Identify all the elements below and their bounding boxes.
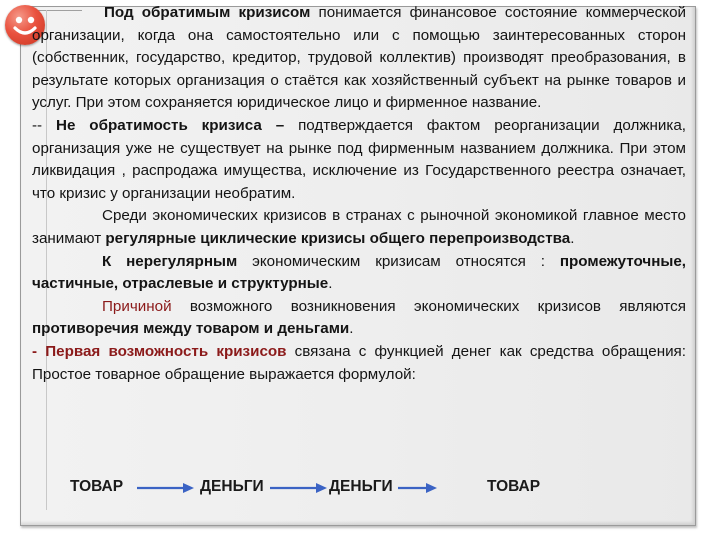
paragraph-text: . (349, 320, 354, 338)
formula-goods-1: ТОВАР (70, 478, 124, 495)
paragraph-text: экономическим кризисам относятся : (237, 252, 560, 270)
right-arrow-icon (398, 480, 438, 496)
paragraph-text: -- (32, 116, 56, 134)
right-arrow-icon (137, 480, 195, 496)
term-regular-crises: регулярные циклические кризисы общего перепроизводства (105, 229, 571, 247)
paragraph-text: . (328, 275, 333, 293)
paragraph-text: связана с функцией денег как средства обращения: Простое товарное обращение выражается формулой: (32, 342, 687, 383)
paragraph (32, 251, 686, 296)
paragraph-text: возможного возникновения экономических кризисов являются (171, 297, 686, 315)
formula-goods-2: ТОВАР (487, 478, 541, 495)
paragraph-text: . (570, 229, 575, 247)
paragraph-text: подтверждается фактом реорганизации должника, организация уже не существует на рынке под фирменным названием должника. При этом ликвидация , распродажа имущества, исключение из Государственного реестра означает, что кризис у организации необратим. (32, 116, 686, 202)
slide-body-text (32, 2, 686, 386)
term-first-possibility: - Первая возможность кризисов (32, 342, 287, 360)
right-arrow-icon (270, 480, 328, 496)
paragraph-text: Среди экономических кризисов в странах с рыночной экономикой главное место занимают (32, 207, 686, 247)
term-irregular: К нерегулярным (102, 252, 238, 270)
formula (0, 474, 720, 504)
paragraph (32, 2, 686, 115)
paragraph (32, 341, 686, 386)
paragraph-text: понимается финансовое состояние коммерческой организации, когда она самостоятельно или с помощью заинтересованных сторон (собственник, государство, кредитор, трудовой коллектив) производят преобразования, в результате которых организация о стаётся как хозяйственный субъект на рынке товаров и услуг. При этом сохраняется юридическое лицо и фирменное название. (32, 4, 686, 112)
paragraph (32, 115, 686, 205)
term-cause: Причиной (102, 297, 172, 315)
paragraph (32, 296, 686, 341)
term-contradictions: противоречия между товаром и деньгами (32, 320, 350, 338)
formula-money-1: ДЕНЬГИ (200, 478, 264, 495)
formula-money-2: ДЕНЬГИ (329, 478, 393, 495)
term-irreversible-crisis: Не обратимость кризиса – (56, 116, 285, 134)
term-reversible-crisis: Под обратимым кризисом (104, 4, 311, 21)
term-irregular-types: промежуточные, частичные, отраслевые и структурные (32, 252, 687, 293)
paragraph (32, 205, 686, 250)
